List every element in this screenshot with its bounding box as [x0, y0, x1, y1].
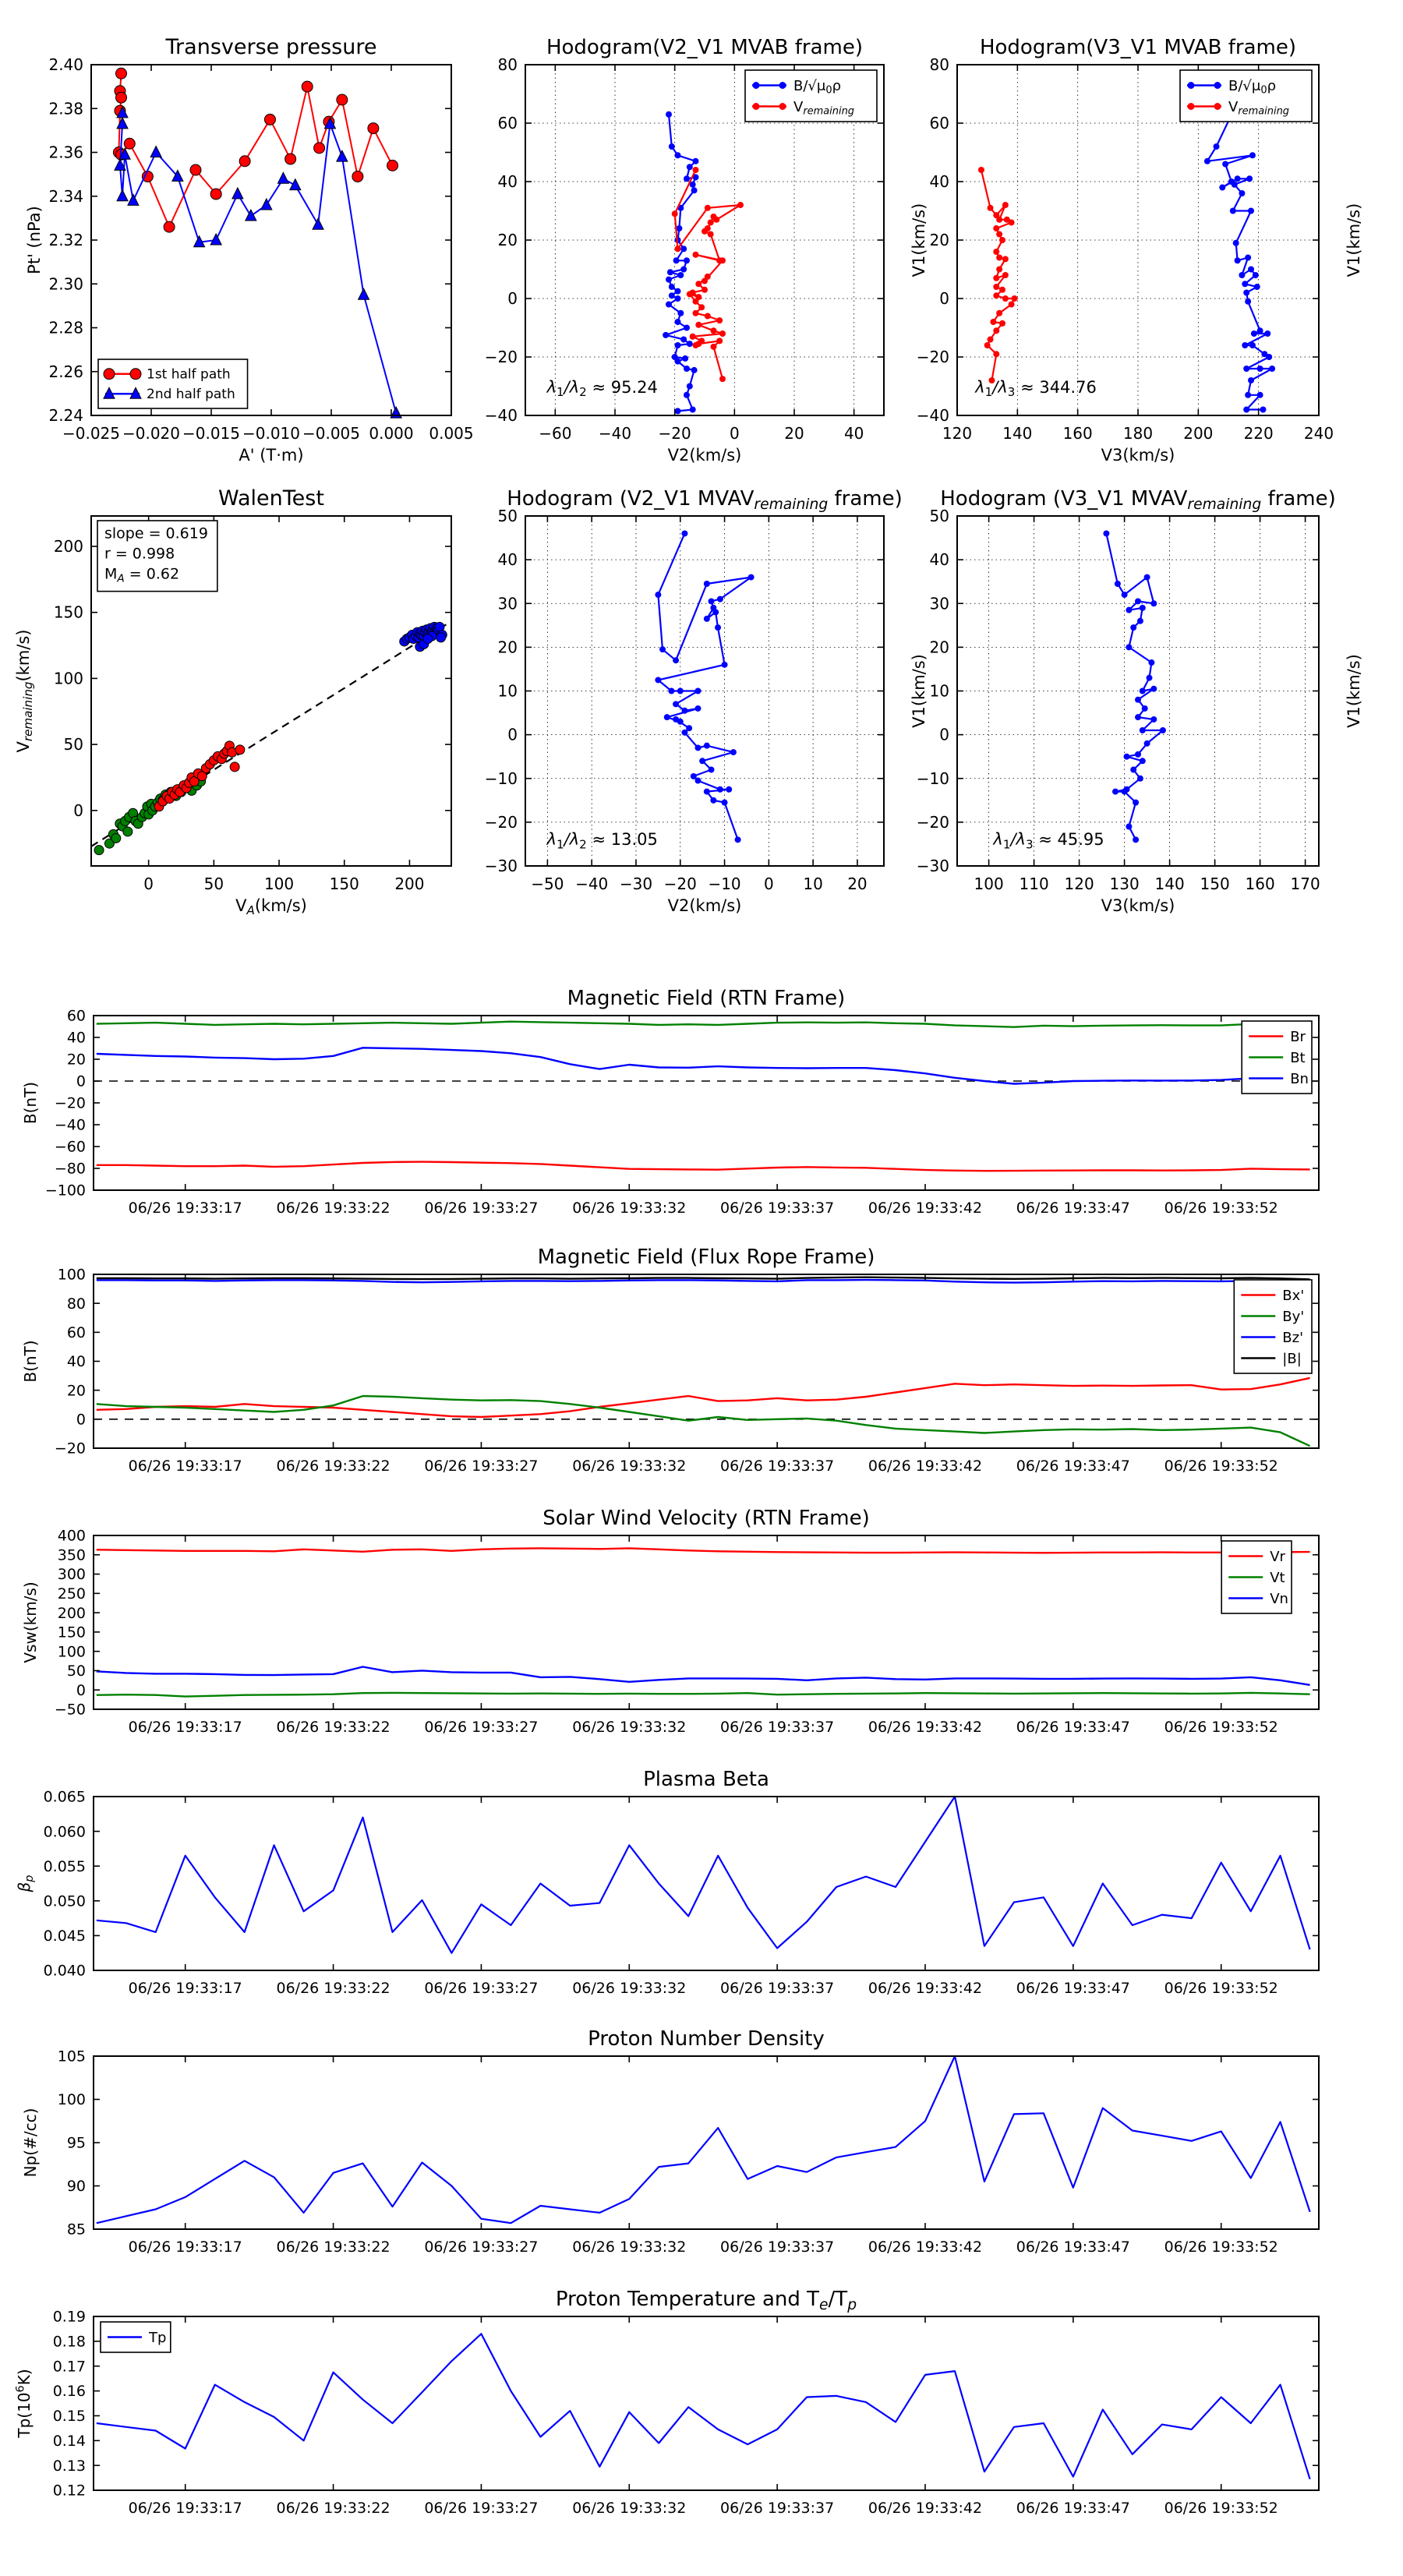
svg-text:Bn: Bn: [1290, 1070, 1309, 1087]
svg-text:10: 10: [497, 681, 518, 701]
svg-text:2.40: 2.40: [48, 55, 83, 74]
svg-text:λ1/λ3 ≈ 45.95: $\lambda_1/\lambda_3 \approx 45.95$: [993, 830, 1104, 852]
svg-text:−80: −80: [54, 1160, 86, 1178]
svg-text:Br: Br: [1290, 1028, 1306, 1045]
svg-text:V3(km/s): V3(km/s): [1101, 896, 1175, 915]
svg-text:20: 20: [929, 638, 949, 657]
svg-text:200: 200: [1183, 424, 1214, 443]
svg-text:06/26 19:33:17: 06/26 19:33:17: [128, 1980, 242, 1997]
svg-text:Vt: Vt: [1270, 1569, 1285, 1586]
svg-text:20: 20: [497, 638, 518, 657]
svg-text:−40: −40: [575, 875, 609, 893]
svg-text:06/26 19:33:47: 06/26 19:33:47: [1016, 1458, 1130, 1475]
svg-text:2.28: 2.28: [48, 318, 83, 337]
svg-text:2.32: 2.32: [48, 231, 83, 249]
chart-solar-wind-velocity: [21, 1507, 1319, 1736]
svg-text:06/26 19:33:47: 06/26 19:33:47: [1016, 2500, 1130, 2517]
svg-text:Bz': Bz': [1282, 1329, 1304, 1346]
svg-text:−60: −60: [54, 1138, 86, 1156]
svg-text:Magnetic Field (RTN Frame): Magnetic Field (RTN Frame): [567, 987, 846, 1010]
svg-text:06/26 19:33:37: 06/26 19:33:37: [720, 2500, 835, 2517]
svg-text:120: 120: [1064, 875, 1094, 893]
svg-text:Bx': Bx': [1282, 1287, 1305, 1304]
svg-text:slope = 0.619: slope = 0.619: [104, 525, 208, 542]
svg-text:10: 10: [803, 875, 823, 893]
svg-text:0: 0: [143, 875, 154, 893]
svg-text:06/26 19:33:52: 06/26 19:33:52: [1164, 1719, 1278, 1736]
svg-text:06/26 19:33:32: 06/26 19:33:32: [572, 2239, 687, 2256]
svg-text:−0.025: −0.025: [62, 424, 121, 443]
svg-text:−0.020: −0.020: [122, 424, 181, 443]
svg-text:50: 50: [203, 875, 224, 893]
svg-text:170: 170: [1290, 875, 1320, 893]
svg-text:06/26 19:33:32: 06/26 19:33:32: [572, 1719, 687, 1736]
svg-text:06/26 19:33:32: 06/26 19:33:32: [572, 1200, 687, 1217]
svg-text:−0.005: −0.005: [302, 424, 361, 443]
svg-text:0.055: 0.055: [43, 1857, 86, 1875]
svg-text:2.30: 2.30: [48, 274, 83, 294]
svg-text:06/26 19:33:37: 06/26 19:33:37: [720, 1200, 835, 1217]
svg-text:V2(km/s): V2(km/s): [667, 446, 742, 465]
svg-text:150: 150: [57, 1624, 86, 1641]
svg-text:VA(km/s): $V_A(km/s)$: [235, 896, 307, 918]
svg-text:λ1/λ2 ≈ 95.24: $\lambda_1/\lambda_2 \approx 95.24$: [546, 377, 658, 399]
chart-magnetic-field-flux-rope: [21, 1246, 1319, 1475]
svg-text:50: 50: [497, 507, 518, 525]
svg-text:Tp: Tp: [149, 2329, 167, 2346]
svg-text:40: 40: [497, 172, 518, 191]
svg-text:0.19: 0.19: [52, 2308, 86, 2326]
svg-text:Hodogram (V2_V1 MVAVremaining: Hodogram (V2_V1 $MVAV_{remaining}$ frame): [507, 487, 903, 514]
svg-text:400: 400: [57, 1527, 86, 1545]
svg-text:2.26: 2.26: [48, 362, 83, 381]
svg-text:06/26 19:33:42: 06/26 19:33:42: [868, 2239, 983, 2256]
svg-text:2.38: 2.38: [48, 99, 83, 118]
svg-text:06/26 19:33:42: 06/26 19:33:42: [868, 2500, 983, 2517]
svg-text:−40: −40: [484, 406, 518, 425]
svg-text:−50: −50: [54, 1701, 86, 1719]
svg-text:150: 150: [329, 875, 359, 893]
svg-text:300: 300: [57, 1566, 86, 1584]
svg-text:0: 0: [939, 289, 949, 308]
svg-text:100: 100: [57, 1266, 86, 1284]
svg-text:−20: −20: [484, 812, 518, 832]
svg-text:Bt: Bt: [1290, 1049, 1306, 1066]
svg-text:06/26 19:33:47: 06/26 19:33:47: [1016, 1980, 1130, 1997]
svg-text:Vremaining: $V_{remaining}$: [793, 98, 855, 118]
svg-text:350: 350: [57, 1546, 86, 1564]
svg-text:Proton Number Density: Proton Number Density: [588, 2027, 825, 2051]
svg-text:βp: $\beta_p$: [15, 1875, 36, 1892]
svg-text:40: 40: [929, 172, 949, 191]
svg-text:0: 0: [73, 800, 83, 820]
chart-plasma-beta: [15, 1768, 1319, 1997]
svg-text:06/26 19:33:22: 06/26 19:33:22: [276, 1980, 391, 1997]
svg-text:06/26 19:33:42: 06/26 19:33:42: [868, 1719, 983, 1736]
svg-text:240: 240: [1303, 424, 1334, 443]
svg-text:150: 150: [1200, 875, 1230, 893]
svg-text:80: 80: [929, 55, 949, 74]
svg-text:B(nT): B(nT): [21, 1340, 40, 1383]
svg-text:150: 150: [53, 602, 83, 622]
svg-text:06/26 19:33:17: 06/26 19:33:17: [128, 2239, 242, 2256]
svg-text:200: 200: [57, 1604, 86, 1622]
svg-text:06/26 19:33:27: 06/26 19:33:27: [424, 1980, 539, 1997]
svg-text:Np(#/cc): Np(#/cc): [21, 2108, 40, 2178]
svg-text:50: 50: [63, 735, 83, 754]
svg-text:−60: −60: [539, 424, 572, 443]
svg-text:−40: −40: [54, 1116, 86, 1134]
chart-hodogram-v3v1-mvav: [917, 487, 1363, 915]
svg-text:06/26 19:33:17: 06/26 19:33:17: [128, 2500, 242, 2517]
svg-text:140: 140: [1002, 424, 1033, 443]
svg-text:Vremaining(km/s): $V_{remaining}(km/s)$: [14, 629, 36, 753]
chart-proton-number-density: [21, 2027, 1319, 2256]
svg-text:100: 100: [57, 2091, 86, 2109]
svg-text:80: 80: [66, 1295, 86, 1313]
svg-text:λ1/λ2 ≈ 13.05: $\lambda_1/\lambda_2 \approx 13.05$: [546, 830, 658, 852]
svg-text:95: 95: [66, 2134, 86, 2152]
svg-text:−40: −40: [598, 424, 632, 443]
svg-text:−10: −10: [484, 769, 518, 788]
svg-text:100: 100: [57, 1643, 86, 1661]
svg-text:−30: −30: [619, 875, 653, 893]
svg-text:0.040: 0.040: [43, 1962, 86, 1980]
svg-text:06/26 19:33:37: 06/26 19:33:37: [720, 2239, 835, 2256]
svg-text:0: 0: [76, 1072, 86, 1090]
chart-hodogram-v3v1-mvab: [917, 36, 1363, 465]
svg-text:06/26 19:33:37: 06/26 19:33:37: [720, 1458, 835, 1475]
svg-text:0: 0: [507, 289, 518, 308]
svg-text:Solar Wind Velocity (RTN Frame: Solar Wind Velocity (RTN Frame): [542, 1507, 870, 1530]
svg-text:2.36: 2.36: [48, 143, 83, 162]
svg-text:−20: −20: [484, 348, 518, 366]
svg-text:Magnetic Field (Flux Rope Fram: Magnetic Field (Flux Rope Frame): [537, 1246, 875, 1269]
svg-text:A' (T·m): A' (T·m): [239, 446, 304, 465]
svg-text:0.13: 0.13: [52, 2457, 86, 2475]
svg-text:20: 20: [784, 424, 804, 443]
svg-text:140: 140: [1154, 875, 1185, 893]
svg-text:160: 160: [1062, 424, 1093, 443]
svg-text:2.34: 2.34: [48, 186, 83, 206]
svg-text:06/26 19:33:42: 06/26 19:33:42: [868, 1980, 983, 1997]
svg-text:λ1/λ3 ≈ 344.76: $\lambda_1/\lambda_3 \approx 344.76$: [975, 377, 1097, 399]
svg-text:Hodogram(V3_V1 MVAB frame): Hodogram(V3_V1 MVAB frame): [979, 36, 1297, 59]
svg-text:V1(km/s): V1(km/s): [910, 654, 928, 728]
svg-text:100: 100: [263, 875, 295, 893]
svg-text:120: 120: [942, 424, 973, 443]
svg-text:20: 20: [929, 231, 949, 249]
svg-text:MA = 0.62: $M_A = 0.62$: [104, 565, 180, 585]
svg-text:Hodogram (V3_V1 MVAVremaining: Hodogram (V3_V1 $MVAV_{remaining}$ frame): [940, 487, 1336, 514]
svg-text:V2(km/s): V2(km/s): [667, 896, 742, 915]
svg-text:0.14: 0.14: [52, 2432, 86, 2450]
svg-text:0.045: 0.045: [43, 1928, 86, 1945]
svg-text:06/26 19:33:17: 06/26 19:33:17: [128, 1719, 242, 1736]
svg-text:50: 50: [929, 507, 949, 525]
svg-text:85: 85: [66, 2221, 86, 2239]
svg-text:Vsw(km/s): Vsw(km/s): [21, 1581, 40, 1663]
svg-text:B/√μ0ρ: $B/√\mu_0\rho$: [1228, 77, 1277, 97]
svg-text:06/26 19:33:37: 06/26 19:33:37: [720, 1980, 835, 1997]
svg-text:06/26 19:33:22: 06/26 19:33:22: [276, 1719, 391, 1736]
svg-text:0.000: 0.000: [369, 424, 414, 443]
svg-text:B/√μ0ρ: $B/√\mu_0\rho$: [793, 77, 842, 97]
svg-text:−20: −20: [916, 812, 949, 832]
svg-text:90: 90: [66, 2178, 86, 2196]
svg-text:2.24: 2.24: [48, 406, 83, 425]
svg-text:10: 10: [929, 681, 949, 701]
svg-text:105: 105: [57, 2048, 86, 2065]
chart-hodogram-v2v1-mvab: [485, 36, 928, 465]
svg-text:06/26 19:33:47: 06/26 19:33:47: [1016, 2239, 1130, 2256]
svg-text:0: 0: [76, 1681, 86, 1699]
svg-text:60: 60: [929, 114, 949, 133]
svg-text:06/26 19:33:22: 06/26 19:33:22: [276, 2500, 391, 2517]
svg-text:Plasma Beta: Plasma Beta: [643, 1768, 769, 1791]
svg-text:06/26 19:33:52: 06/26 19:33:52: [1164, 1458, 1278, 1475]
svg-text:0: 0: [939, 725, 949, 744]
svg-text:0: 0: [729, 424, 740, 443]
svg-text:V1(km/s): V1(km/s): [1345, 203, 1363, 277]
svg-text:40: 40: [929, 550, 949, 570]
svg-text:0: 0: [76, 1411, 86, 1429]
svg-text:60: 60: [497, 114, 518, 133]
svg-text:0.060: 0.060: [43, 1823, 86, 1841]
svg-text:06/26 19:33:32: 06/26 19:33:32: [572, 1980, 687, 1997]
svg-text:06/26 19:33:22: 06/26 19:33:22: [276, 2239, 391, 2256]
svg-text:06/26 19:33:47: 06/26 19:33:47: [1016, 1200, 1130, 1217]
chart-proton-temperature: [14, 2288, 1319, 2517]
svg-text:WalenTest: WalenTest: [218, 486, 324, 511]
svg-text:0.050: 0.050: [43, 1892, 86, 1910]
svg-text:−10: −10: [708, 875, 741, 893]
svg-text:0: 0: [763, 875, 774, 893]
svg-text:Tp(106K): $Tp(10^6K)$: [14, 2369, 34, 2438]
chart-transverse-pressure: [25, 35, 474, 465]
svg-text:06/26 19:33:52: 06/26 19:33:52: [1164, 2500, 1278, 2517]
svg-text:V3(km/s): V3(km/s): [1101, 446, 1175, 465]
svg-text:130: 130: [1109, 875, 1140, 893]
svg-text:0.12: 0.12: [52, 2482, 86, 2500]
svg-text:06/26 19:33:22: 06/26 19:33:22: [276, 1458, 391, 1475]
svg-text:0.15: 0.15: [52, 2408, 86, 2426]
svg-text:30: 30: [929, 594, 949, 613]
svg-text:−0.010: −0.010: [242, 424, 301, 443]
svg-text:Hodogram(V2_V1 MVAB frame): Hodogram(V2_V1 MVAB frame): [546, 36, 864, 59]
svg-text:06/26 19:33:27: 06/26 19:33:27: [424, 2239, 539, 2256]
svg-text:06/26 19:33:27: 06/26 19:33:27: [424, 1458, 539, 1475]
svg-text:20: 20: [497, 231, 518, 249]
svg-text:200: 200: [394, 875, 425, 893]
svg-text:06/26 19:33:52: 06/26 19:33:52: [1164, 1980, 1278, 1997]
svg-text:Transverse pressure: Transverse pressure: [165, 35, 377, 59]
svg-text:1st half path: 1st half path: [147, 366, 231, 383]
svg-text:40: 40: [66, 1353, 86, 1371]
svg-text:200: 200: [53, 536, 83, 556]
svg-text:06/26 19:33:47: 06/26 19:33:47: [1016, 1719, 1130, 1736]
svg-text:Pt' (nPa): Pt' (nPa): [25, 206, 44, 274]
svg-text:30: 30: [497, 594, 518, 613]
svg-text:Proton Temperature and Te/Tp: Proton Temperature and $T_e/T_p$: [555, 2288, 857, 2314]
svg-text:0: 0: [507, 725, 518, 744]
svg-text:220: 220: [1243, 424, 1274, 443]
svg-text:06/26 19:33:22: 06/26 19:33:22: [276, 1200, 391, 1217]
svg-text:06/26 19:33:17: 06/26 19:33:17: [128, 1458, 242, 1475]
svg-text:V1(km/s): V1(km/s): [910, 203, 928, 277]
svg-text:06/26 19:33:37: 06/26 19:33:37: [720, 1719, 835, 1736]
svg-text:06/26 19:33:27: 06/26 19:33:27: [424, 2500, 539, 2517]
svg-text:−20: −20: [658, 424, 691, 443]
svg-text:Vremaining: $V_{remaining}$: [1228, 98, 1290, 118]
svg-text:06/26 19:33:42: 06/26 19:33:42: [868, 1458, 983, 1475]
svg-text:60: 60: [66, 1007, 86, 1025]
svg-text:20: 20: [847, 875, 868, 893]
svg-text:0.065: 0.065: [43, 1788, 86, 1806]
svg-text:−20: −20: [916, 348, 949, 366]
svg-text:V1(km/s): V1(km/s): [1345, 654, 1363, 728]
svg-text:06/26 19:33:27: 06/26 19:33:27: [424, 1200, 539, 1217]
svg-text:Vr: Vr: [1270, 1548, 1285, 1565]
svg-text:−20: −20: [663, 875, 697, 893]
svg-text:80: 80: [497, 55, 518, 74]
svg-text:−20: −20: [54, 1094, 86, 1112]
svg-text:06/26 19:33:52: 06/26 19:33:52: [1164, 2239, 1278, 2256]
chart-walen-test: [14, 486, 451, 917]
svg-text:0.16: 0.16: [52, 2383, 86, 2401]
svg-text:40: 40: [497, 550, 518, 570]
svg-text:20: 20: [66, 1051, 86, 1069]
svg-text:20: 20: [66, 1382, 86, 1400]
svg-text:40: 40: [66, 1029, 86, 1047]
svg-text:06/26 19:33:32: 06/26 19:33:32: [572, 2500, 687, 2517]
chart-magnetic-field-rtn: [21, 987, 1319, 1217]
svg-text:B(nT): B(nT): [21, 1081, 40, 1125]
svg-text:−100: −100: [44, 1182, 86, 1200]
svg-text:−30: −30: [484, 857, 518, 875]
svg-text:−20: −20: [54, 1440, 86, 1458]
svg-text:r = 0.998: r = 0.998: [104, 545, 175, 563]
svg-text:|B|: |B|: [1282, 1350, 1302, 1367]
svg-text:By': By': [1282, 1308, 1305, 1325]
svg-text:−10: −10: [916, 769, 949, 788]
svg-text:06/26 19:33:52: 06/26 19:33:52: [1164, 1200, 1278, 1217]
svg-text:06/26 19:33:17: 06/26 19:33:17: [128, 1200, 242, 1217]
svg-text:06/26 19:33:42: 06/26 19:33:42: [868, 1200, 983, 1217]
svg-text:−50: −50: [531, 875, 564, 893]
svg-text:0.18: 0.18: [52, 2333, 86, 2351]
svg-text:−40: −40: [916, 406, 949, 425]
svg-text:160: 160: [1245, 875, 1275, 893]
svg-text:100: 100: [53, 669, 83, 688]
svg-text:06/26 19:33:27: 06/26 19:33:27: [424, 1719, 539, 1736]
svg-text:60: 60: [66, 1323, 86, 1341]
svg-text:50: 50: [66, 1663, 86, 1680]
svg-text:100: 100: [974, 875, 1004, 893]
svg-text:Vn: Vn: [1270, 1590, 1288, 1607]
svg-text:40: 40: [843, 424, 864, 443]
svg-text:−30: −30: [916, 857, 949, 875]
svg-text:0.17: 0.17: [52, 2358, 86, 2376]
svg-text:2nd half path: 2nd half path: [147, 387, 235, 403]
svg-text:06/26 19:33:32: 06/26 19:33:32: [572, 1458, 687, 1475]
chart-hodogram-v2v1-mvav: [485, 487, 928, 915]
svg-text:180: 180: [1122, 424, 1154, 443]
svg-text:110: 110: [1019, 875, 1049, 893]
svg-text:−0.015: −0.015: [182, 424, 241, 443]
svg-text:250: 250: [57, 1585, 86, 1602]
svg-text:0.005: 0.005: [429, 424, 474, 443]
